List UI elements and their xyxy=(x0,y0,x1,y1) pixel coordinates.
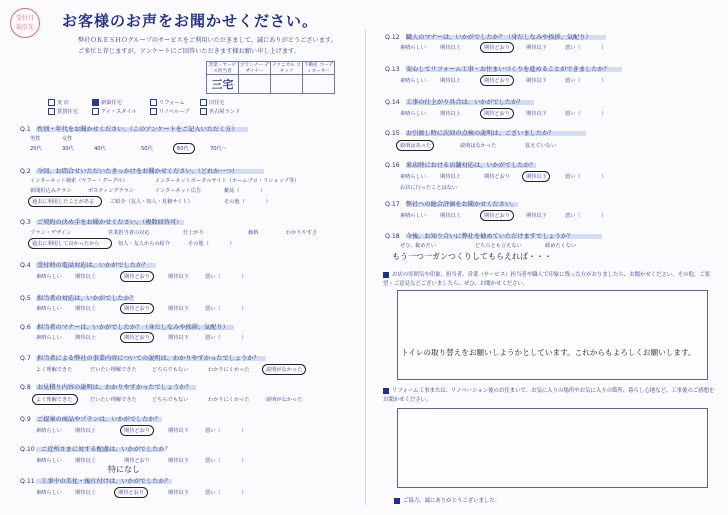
option[interactable]: 期待以下 xyxy=(526,213,547,219)
service-item[interactable] xyxy=(48,99,69,106)
option[interactable]: 覚えていない xyxy=(525,143,557,149)
selection-circle xyxy=(480,108,514,119)
feedback1-label-text: お店の雰囲気や印象、担当者、営業（サービス）担当者や職人で印象に残った方がおりましたら、お聞かせください。その他、ご要望・ご意見などございましたら、ぜひ、お聞かせください。 xyxy=(383,272,711,287)
option[interactable]: 悪い（ ） xyxy=(205,335,247,341)
option[interactable]: 雑誌（ ） xyxy=(224,188,266,194)
question-16: Q.16 来店時における店舗対応は、いかがでしたか？ xyxy=(385,162,536,169)
service-label: アイ・スタイル xyxy=(101,109,137,115)
option[interactable]: 素晴らしい xyxy=(36,306,62,312)
option[interactable]: どちらでもない xyxy=(152,397,189,403)
square-bullet-icon xyxy=(383,388,389,394)
service-label: 名古屋ランド xyxy=(209,109,241,115)
selection-circle xyxy=(120,332,154,343)
option[interactable]: わかりやすさ xyxy=(286,230,318,236)
question-5: Q.5 担当者の対応は、いかがでしたか？ xyxy=(20,295,136,302)
service-item[interactable] xyxy=(150,108,189,115)
service-label: リノベループ xyxy=(159,109,190,115)
service-item[interactable] xyxy=(48,108,78,115)
question-17: Q.17 弊社への総合評価をお聞かせください。 xyxy=(385,201,518,208)
service-item[interactable] xyxy=(92,108,137,115)
option[interactable]: どちらとも言えない xyxy=(475,243,522,249)
option-selected[interactable]: よく理解できた xyxy=(36,397,73,403)
service-item[interactable] xyxy=(92,99,122,106)
option[interactable]: 期待以下 xyxy=(168,274,189,280)
handwritten-note-q18: もう一つ一ガンつくりしてもらえれば・・・ xyxy=(392,252,552,261)
option[interactable]: お店に行ったことはない xyxy=(400,185,458,191)
option[interactable]: 期待以上 xyxy=(75,274,96,280)
staff-cell-empty xyxy=(271,75,303,94)
option[interactable]: 30代 xyxy=(62,146,74,152)
option[interactable]: 素晴らしい xyxy=(400,111,426,117)
option[interactable]: 期待以下 xyxy=(168,335,189,341)
option[interactable]: 悪い（ ） xyxy=(205,490,247,496)
feedback1-label xyxy=(383,271,718,289)
question-4: Q.4 受付時の電話対応は、いかがでしたか？ xyxy=(20,262,149,269)
service-label: リフォーム xyxy=(159,100,185,106)
selection-circle xyxy=(173,143,195,154)
feedback2-label-text: リフォーム工事または、リノベーション後のお住まいで、お気に入りの場所やお気に入りの箇所、暮らし心地など、工事後のご感想をお聞かせください。 xyxy=(383,388,715,403)
option[interactable]: よく理解できた xyxy=(36,367,73,373)
selection-circle xyxy=(120,425,154,436)
option-selected[interactable]: 期待どおり xyxy=(124,274,150,280)
service-label: 新築住宅 xyxy=(101,100,122,106)
option[interactable]: だいたい理解できた xyxy=(90,367,137,373)
option[interactable]: 素晴らしい xyxy=(400,213,426,219)
option[interactable]: 期待以下 xyxy=(526,45,547,51)
option[interactable]: 期待以上 xyxy=(440,78,461,84)
question-15: Q.15 お引渡し時に次回の点検の説明は、ございましたか？ xyxy=(385,130,555,137)
staff-cell-empty xyxy=(239,75,271,94)
option[interactable]: 期待以下 xyxy=(168,428,189,434)
option[interactable]: 期待以上 xyxy=(440,213,461,219)
footer-thanks xyxy=(394,496,500,504)
staff-header-planner: プランナー デザイナー xyxy=(239,63,270,74)
option[interactable]: どちらでもない xyxy=(152,367,189,373)
option[interactable]: 期待以上 xyxy=(440,45,461,51)
option[interactable]: 期待以上 xyxy=(440,111,461,117)
option[interactable]: 悪い（ ） xyxy=(565,45,607,51)
option-selected[interactable]: 期待どおり xyxy=(124,306,150,312)
option[interactable]: 素晴らしい xyxy=(36,490,62,496)
checkbox-icon xyxy=(92,99,99,106)
receipt-stamp xyxy=(10,8,40,38)
option[interactable]: 50代 xyxy=(141,146,153,152)
option[interactable]: 悪い（ ） xyxy=(565,174,607,180)
stamp-line1: 受付日 xyxy=(15,15,34,22)
option[interactable]: 素晴らしい xyxy=(400,174,426,180)
question-12: Q.12 職人のマナーは、いかがでしたか？（身だしなみや挨拶、気配り） xyxy=(385,34,592,41)
option[interactable]: 説明がなかった xyxy=(266,397,303,403)
checkbox-icon xyxy=(48,108,55,115)
option[interactable]: 期待以下 xyxy=(168,458,189,464)
option[interactable]: ご紹介（友人・知人・見積サイト） xyxy=(110,199,193,205)
option[interactable]: 悪い（ ） xyxy=(565,78,607,84)
option[interactable]: 営業担当者の対応 xyxy=(108,230,150,236)
option[interactable]: 素晴らしい xyxy=(36,335,62,341)
option[interactable]: 期待以上 xyxy=(75,428,96,434)
option[interactable]: 40代 xyxy=(94,146,106,152)
option[interactable]: インターネットポータルサイト（ホームプロ・リショップ等） xyxy=(155,178,300,184)
option[interactable]: 70代〜 xyxy=(210,146,227,152)
checkbox-icon xyxy=(200,108,207,115)
checkbox-icon xyxy=(92,108,99,115)
option-selected[interactable]: 過去に利用して良かったから xyxy=(32,241,100,247)
feedback1-handwritten: トイレの取り替えをお願いしようかとしています。これからもよろしくお願いします。 xyxy=(401,348,696,357)
option[interactable]: 期待以下 xyxy=(526,78,547,84)
option[interactable]: 悪い（ ） xyxy=(205,458,247,464)
option[interactable]: 期待以上 xyxy=(75,306,96,312)
option[interactable]: ぜひ、勧めたい xyxy=(400,243,437,249)
service-item[interactable] xyxy=(200,99,225,106)
option[interactable]: 悪い（ ） xyxy=(205,428,247,434)
checkbox-icon xyxy=(200,99,207,106)
question-7: Q.7 担当者による弊社の事業内容についての説明は、わかりやすかったでしょうか？ xyxy=(20,355,260,362)
option[interactable]: 素晴らしい xyxy=(36,458,62,464)
selection-circle xyxy=(120,271,154,282)
feedback1-textarea[interactable] xyxy=(397,290,708,380)
option-selected[interactable]: 期待どおり xyxy=(124,428,150,434)
option[interactable]: 素晴らしい xyxy=(36,274,62,280)
option-selected[interactable]: 60代 xyxy=(177,146,189,152)
option[interactable]: 20代 xyxy=(30,146,42,152)
question-9: Q.9 ご提案の商品やプランは、いかがでしたか？ xyxy=(20,416,161,423)
question-8: Q.8 お見積り内容の説明は、わかりやすかったでしょうか？ xyxy=(20,384,192,391)
staff-header-realestate: 不動産 コーディネーター xyxy=(303,63,334,74)
checkbox-icon xyxy=(48,99,55,106)
option[interactable]: 仕上がり xyxy=(183,230,204,236)
checkbox-icon xyxy=(150,99,157,106)
selection-circle xyxy=(480,75,514,86)
option[interactable]: 悪い（ ） xyxy=(205,306,247,312)
option[interactable]: 男性 xyxy=(30,136,41,142)
option-selected[interactable]: 期待どおり xyxy=(484,78,510,84)
option-selected[interactable]: 過去に利用したことがある xyxy=(32,199,95,205)
question-14: Q.14 工事の仕上がり具合は、いかがでしたか？ xyxy=(385,99,524,106)
option-selected[interactable]: 説明はあった xyxy=(400,143,432,149)
option[interactable]: 期待以下 xyxy=(526,111,547,117)
option[interactable]: 悪い（ ） xyxy=(565,111,607,117)
option[interactable]: 説明はなかった xyxy=(460,143,497,149)
selection-circle xyxy=(28,238,112,249)
option[interactable]: 素晴らしい xyxy=(36,428,62,434)
option-selected[interactable]: 説明がなかった xyxy=(266,367,303,373)
option-selected[interactable]: 期待どおり xyxy=(484,45,510,51)
option[interactable]: 期待どおり xyxy=(124,458,150,464)
option-selected[interactable]: 期待以下 xyxy=(526,174,547,180)
staff-table xyxy=(206,61,335,94)
option[interactable]: 期待以上 xyxy=(75,458,96,464)
option[interactable]: 悪い（ ） xyxy=(565,213,607,219)
service-label: 旧住宅 xyxy=(209,100,225,106)
staff-cell-empty xyxy=(303,75,335,94)
stamp-line2: 取引先 xyxy=(15,24,34,31)
selection-circle xyxy=(262,364,306,375)
option[interactable]: 期待以下 xyxy=(168,490,189,496)
service-label: 実 店 xyxy=(57,100,70,106)
intro-line2: ご多忙と存じますが、アンケートにご回答いただきます様お願い申し上げます。 xyxy=(78,48,300,55)
intro-line1: 弊社ＯＫＥＳＨＯグループのサービスをご利用いただきまして、誠にありがとうございます。 xyxy=(78,37,337,44)
question-1: Q.1 性別・年代をお聞かせください。（このアンケートをご記入いただく方） xyxy=(20,126,238,133)
service-item[interactable] xyxy=(150,99,185,106)
option[interactable]: 知人・友人からの紹介 xyxy=(118,241,170,247)
option[interactable]: 期待以上 xyxy=(440,174,461,180)
handwritten-note-q10: 特になし xyxy=(108,465,140,474)
option[interactable]: わかりにくかった xyxy=(208,367,250,373)
option[interactable]: 価格 xyxy=(248,230,259,236)
question-11: Q.11 工事中の美化・後片付けは、いかがでしたか？ xyxy=(20,478,171,485)
question-10: Q.10 ご近所さまに対する配慮は、いかがでしたか？ xyxy=(20,446,171,453)
option[interactable]: 期待以上 xyxy=(75,335,96,341)
question-13: Q.13 安心してリフォーム工事・お住まいづくりを進めることができましたか？ xyxy=(385,66,610,73)
option[interactable]: だいたい理解できた xyxy=(90,397,137,403)
selection-circle xyxy=(32,394,78,405)
selection-circle xyxy=(480,210,514,221)
option[interactable]: 悪い（ ） xyxy=(205,274,247,280)
checkbox-icon xyxy=(150,108,157,115)
option[interactable]: 期待どおり xyxy=(484,174,510,180)
question-3: Q.3 ご契約の決め手をお聞かせください。（複数回答可） xyxy=(20,219,183,226)
option-selected[interactable]: 期待どおり xyxy=(484,213,510,219)
option[interactable]: ポスティングチラシ xyxy=(88,188,135,194)
option[interactable]: 期待以下 xyxy=(168,306,189,312)
staff-header-sales: 営業・サービス担当者 xyxy=(207,62,239,75)
option[interactable]: 期待以上 xyxy=(75,490,96,496)
selection-circle xyxy=(522,171,550,182)
square-bullet-icon xyxy=(394,498,400,504)
question-2: Q.2 今回、お問合せいただいたきっかけをお聞かせください。（どれか一つ） xyxy=(20,168,239,175)
footer-thanks-text: ご協力、誠にありがとうございました。 xyxy=(403,498,501,504)
square-bullet-icon xyxy=(383,272,389,278)
option-selected[interactable]: 期待どおり xyxy=(484,111,510,117)
selection-circle xyxy=(28,196,102,207)
selection-circle xyxy=(120,303,154,314)
option[interactable]: わかりにくかった xyxy=(208,397,250,403)
option[interactable]: 素晴らしい xyxy=(400,45,426,51)
option[interactable]: インターネット広告 xyxy=(155,188,202,194)
selection-circle xyxy=(480,42,514,53)
option[interactable]: インターネット検索（ヤフー・グーグル） xyxy=(30,178,128,184)
question-18: Q.18 今後、お知り合いに弊社を勧めていただけますでしょうか？ xyxy=(385,233,574,240)
staff-header-technical: テクニカル スタッフ xyxy=(272,63,301,74)
option[interactable]: 素晴らしい xyxy=(400,78,426,84)
option-selected[interactable]: 期待どおり xyxy=(118,490,144,496)
feedback2-label xyxy=(383,387,718,405)
option[interactable]: その他（ ） xyxy=(224,199,271,205)
staff-name-handwritten: 三宅 xyxy=(207,75,239,94)
option[interactable]: その他（ ） xyxy=(188,241,235,247)
feedback2-textarea[interactable] xyxy=(397,408,708,488)
selection-circle xyxy=(114,487,148,498)
selection-circle xyxy=(396,140,434,151)
column-divider xyxy=(365,30,366,505)
service-label: 賃貸住宅 xyxy=(57,109,78,115)
option[interactable]: 勧めたくない xyxy=(545,243,577,249)
service-item[interactable] xyxy=(200,108,240,115)
option[interactable]: 新聞折込みチラシ xyxy=(30,188,72,194)
page-title: お客様のお声をお聞かせください。 xyxy=(62,12,319,30)
option[interactable]: プラン・デザイン xyxy=(30,230,72,236)
option[interactable]: 女性 xyxy=(62,136,73,142)
option-selected[interactable]: 期待どおり xyxy=(124,335,150,341)
question-6: Q.6 担当者のマナーは、いかがでしたか？（身だしなみや挨拶、気配り） xyxy=(20,324,229,331)
